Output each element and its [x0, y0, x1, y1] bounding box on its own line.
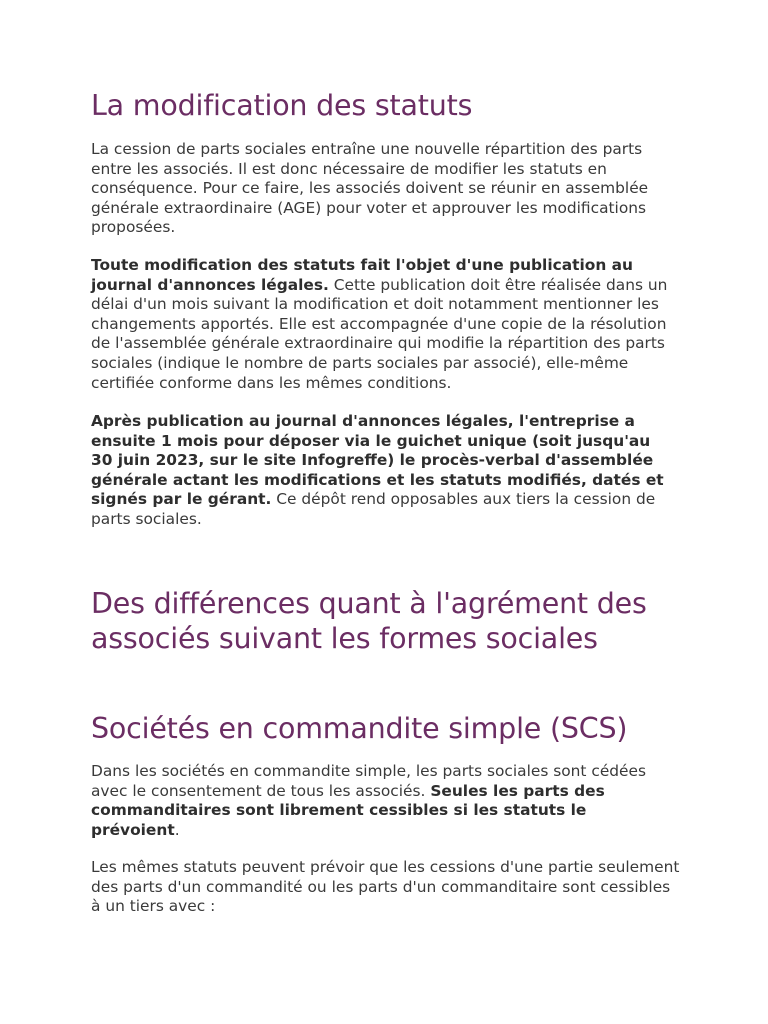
- paragraph-publication-annonces: Toute modification des statuts fait l'objet d'une publication au journal d'annonces légales. Cette publication doit être réalisée dans un délai d'un mois suivant la modification et doit notamment mentionner les changements apportés. Elle est accompagnée d'une copie de la résolution de l'assemblée générale extraordinaire qui modifie la répartition des parts sociales (indique le nombre de parts sociales par associé), elle-même certifiée conforme dans les mêmes conditions.: [91, 256, 668, 392]
- paragraph-cession-repartition: La cession de parts sociales entraîne une nouvelle répartition des parts entre les associés. Il est donc nécessaire de modifier les statuts en conséquence. Pour ce faire, les associés doivent se réunir en assemblée générale extraordinaire (AGE) pour voter et approuver les modifications proposées.: [91, 140, 649, 237]
- paragraph-depot-guichet: Après publication au journal d'annonces légales, l'entreprise a ensuite 1 mois pour déposer via le guichet unique (soit jusqu'au 30 juin 2023, sur le site Infogreffe) le procès-verbal d'assemblée générale actant les modifications et les statuts modifiés, datés et signés par le gérant. Ce dépôt rend opposables aux tiers la cession de parts sociales.: [91, 412, 664, 528]
- heading-differences-agrement: Des différences quant à l'agrément des associés suivant les formes sociales: [91, 587, 647, 655]
- heading-societes-commandite: Sociétés en commandite simple (SCS): [91, 712, 628, 745]
- heading-modification-statuts: La modification des statuts: [91, 89, 473, 122]
- paragraph-scs-consentement: Dans les sociétés en commandite simple, les parts sociales sont cédées avec le consentement de tous les associés. Seules les parts des commanditaires sont librement cessibles si les statuts le prévoient.: [91, 762, 647, 839]
- paragraph-scs-cessions-tiers: Les mêmes statuts peuvent prévoir que les cessions d'une partie seulement des parts d'un commandité ou les parts d'un commanditaire sont cessibles à un tiers avec :: [91, 858, 680, 916]
